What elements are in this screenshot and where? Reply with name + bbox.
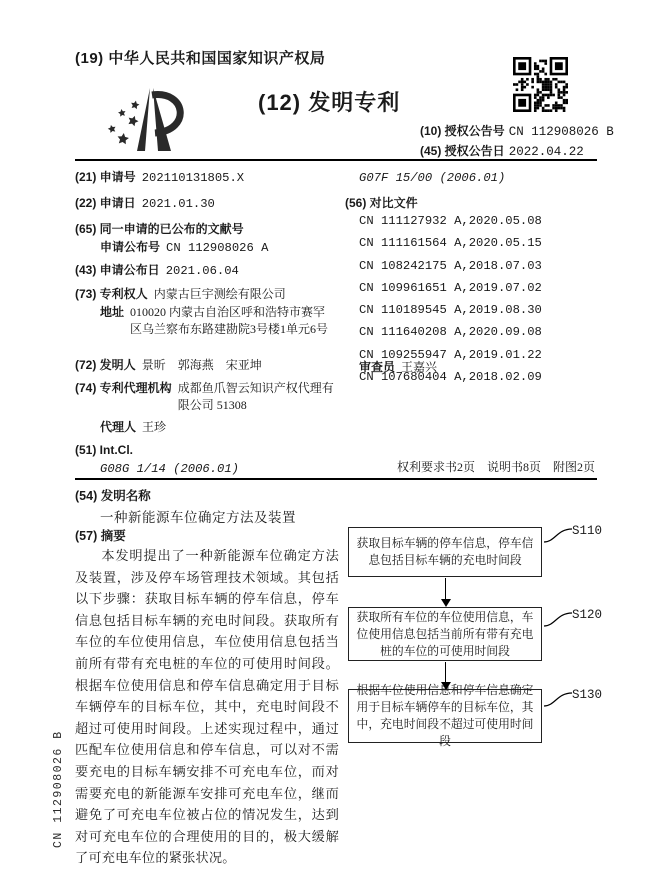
address-value: 010020 内蒙古自治区呼和浩特市赛罕区乌兰察布东路建勘院3号楼1单元6号	[130, 305, 329, 336]
abstract-label: (57) 摘要	[75, 529, 126, 543]
publication-ref-label: (65) 同一申请的已公布的文献号	[75, 222, 244, 236]
agent-label: 代理人	[100, 420, 137, 434]
agency-row	[75, 380, 337, 414]
citation-item: CN 111161564 A,2020.05.15	[359, 236, 542, 251]
pages-note: 权利要求书2页 说明书8页 附图2页	[396, 460, 595, 474]
agency-value: 成都鱼爪智云知识产权代理有限公司 51308	[177, 381, 334, 412]
flowchart-step-2-box: 获取所有车位的车位使用信息，车位使用信息包括当前所有带有充电桩的车位的可使用时间段	[348, 607, 542, 661]
flowchart-step-1-label: S110	[572, 524, 603, 538]
flowchart-step-3-box: 根据车位使用信息和停车信息确定用于目标车辆停车的目标车位，其中，充电时间段不超过可使用时间段	[348, 689, 542, 743]
citations-header-row	[345, 195, 595, 212]
publication-number-row	[100, 239, 337, 257]
citation-item: CN 110189545 A,2019.08.30	[359, 303, 542, 318]
grant-date-value: 2022.04.22	[508, 145, 584, 159]
citation-item: CN 109961651 A,2019.07.02	[359, 280, 542, 295]
application-number-row	[75, 169, 337, 187]
citation-item: CN 111640208 A,2020.09.08	[359, 325, 542, 340]
invention-name-label: (54) 发明名称	[75, 489, 151, 503]
examiner-label: 审查员	[359, 360, 396, 374]
application-number-label: (21) 申请号	[75, 170, 136, 184]
agent-value: 王珍	[142, 420, 167, 434]
publication-number-value: CN 112908026 A	[166, 241, 269, 255]
flow-arrowhead-icon	[441, 682, 451, 690]
bibliographic-section	[75, 163, 597, 478]
abstract-text: 本发明提出了一种新能源车位确定方法及装置，涉及停车场管理技术领域。其包括以下步骤：获取目标车辆的停车信息，停车信息包括目标车辆的充电时间段。获取所有车位的车位使用信息，车位使用信息包括当前所有带有充电桩的车位的可使用时间段。根据车位使用信息和停车信息确定用于目标车辆停车的目标车位，其中，充电时间段不超过可使用时间段。上述实现过程中，通过匹配车位使用信息和停车信息，可以对不需要充电的目标车辆安排不可充电车位，而对需要充电的新能源车安排可充电车位，继而避免了可充电车位被占位的情况发生，达到对可充电车位的合理使用的目的，极大缓解了可充电车位的紧张状况。	[75, 548, 339, 866]
grant-number-line	[420, 122, 614, 142]
intcl-class-2	[359, 169, 595, 187]
margin-doc-id: CN 112908026 B	[52, 730, 65, 848]
leader-line-icon	[543, 526, 573, 544]
intcl-row	[75, 442, 337, 459]
issuing-office: (19) 中华人民共和国国家知识产权局	[75, 50, 326, 67]
flowchart-figure	[346, 522, 603, 754]
document-type-title: (12) 发明专利	[258, 90, 401, 115]
intcl-class-1	[100, 460, 337, 478]
publication-date-label: (43) 申请公布日	[75, 263, 160, 277]
flow-arrowhead-icon	[441, 599, 451, 607]
grant-info	[420, 122, 614, 162]
citation-item: CN 108242175 A,2018.07.03	[359, 258, 542, 273]
grant-number-value: CN 112908026 B	[508, 125, 614, 139]
application-date-value: 2021.01.30	[141, 197, 215, 211]
citation-item: CN 107680404 A,2018.02.09	[359, 370, 542, 385]
qr-code	[513, 57, 568, 112]
flow-arrow-icon	[445, 578, 446, 599]
invention-name: 一种新能源车位确定方法及装置	[100, 510, 296, 525]
application-date-label: (22) 申请日	[75, 196, 136, 210]
agent-row	[100, 419, 337, 436]
patentee-row	[75, 286, 337, 303]
flow-arrow-icon	[445, 662, 446, 682]
intcl-class-1-value: G08G 1/14 (2006.01)	[100, 462, 239, 476]
address-row	[100, 304, 337, 338]
patentee-value: 内蒙古巨宇测绘有限公司	[153, 287, 286, 301]
biblio-divider	[75, 478, 597, 480]
application-number-value: 202110131805.X	[141, 171, 245, 185]
intcl-class-2-value: G07F 15/00 (2006.01)	[359, 171, 506, 185]
leader-line-icon	[543, 690, 573, 708]
flowchart-step-1-box: 获取目标车辆的停车信息，停车信息包括目标车辆的充电时间段	[348, 527, 542, 577]
qr-code-icon	[513, 57, 568, 112]
flowchart-step-2-label: S120	[572, 608, 603, 622]
address-label: 地址	[100, 305, 125, 319]
examiner-value: 王嘉兴	[401, 360, 438, 374]
grant-number-label: (10) 授权公告号	[420, 124, 505, 138]
inventors-row	[75, 357, 337, 374]
grant-date-label: (45) 授权公告日	[420, 144, 505, 158]
flowchart-step-3-label: S130	[572, 688, 603, 702]
intcl-label: (51) Int.Cl.	[75, 443, 134, 457]
patentee-label: (73) 专利权人	[75, 287, 148, 301]
examiner-row	[359, 359, 595, 376]
citation-item: CN 111127932 A,2020.05.08	[359, 214, 542, 228]
application-date-row	[75, 195, 337, 213]
inventors-label: (72) 发明人	[75, 358, 136, 372]
citations-label: (56) 对比文件	[345, 196, 418, 210]
publication-date-value: 2021.06.04	[165, 264, 239, 278]
leader-line-icon	[543, 610, 573, 628]
agency-label: (74) 专利代理机构	[75, 381, 172, 395]
publication-date-row	[75, 262, 337, 280]
publication-ref-row	[75, 221, 337, 238]
cnipa-emblem-icon	[92, 82, 202, 165]
header-divider	[75, 159, 597, 161]
publication-number-label: 申请公布号	[100, 240, 161, 254]
citation-item: CN 109255947 A,2019.01.22	[359, 347, 542, 362]
inventors-value: 景昕 郭海燕 宋亚坤	[141, 358, 262, 372]
